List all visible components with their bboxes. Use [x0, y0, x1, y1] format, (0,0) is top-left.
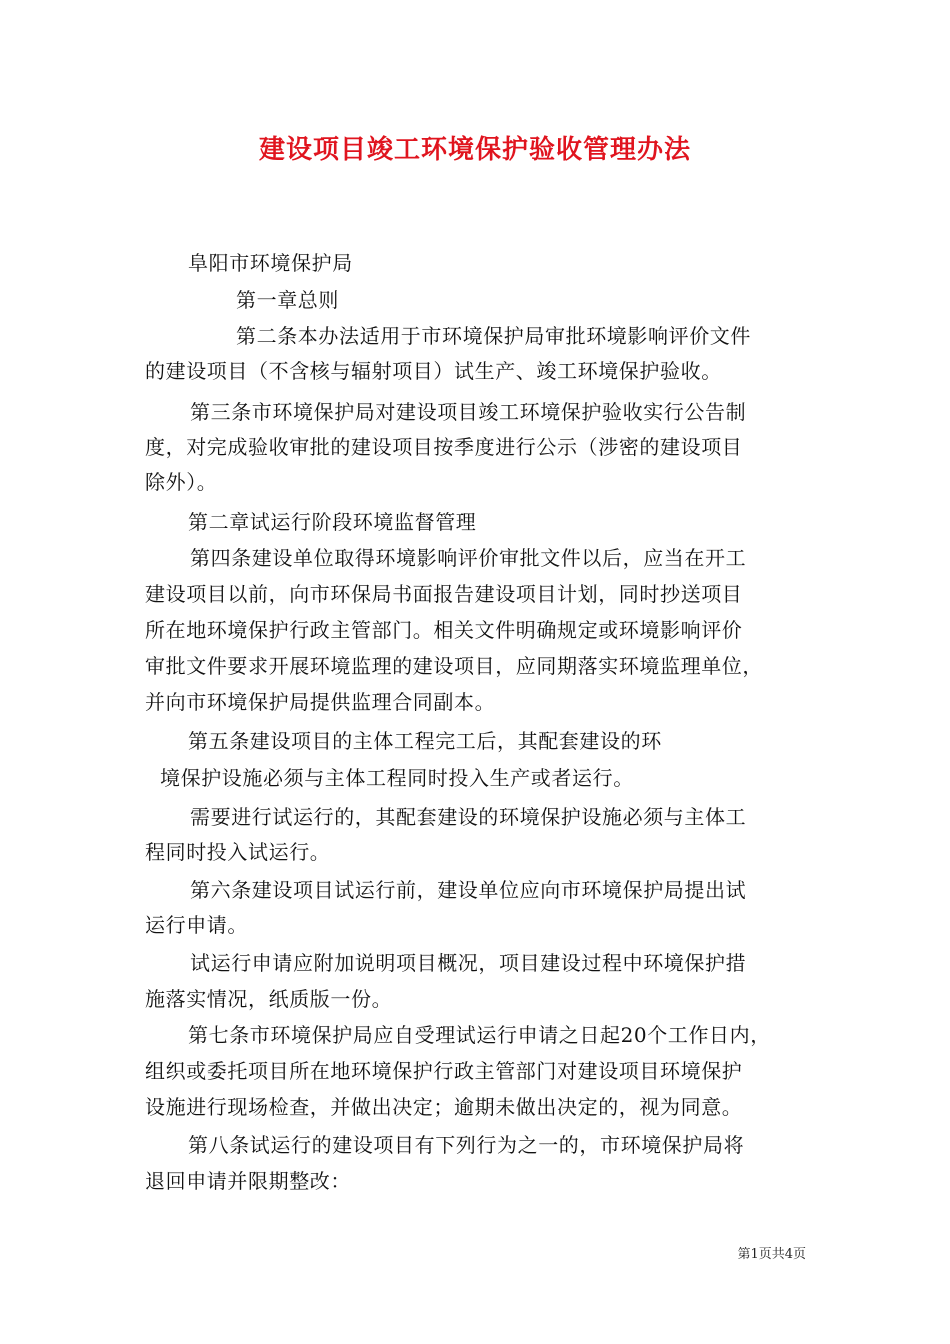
paragraph-line: 第四条建设单位取得环境影响评价审批文件以后，应当在开工	[190, 546, 747, 570]
paragraph-line: 组织或委托项目所在地环境保护行政主管部门对建设项目环境保护	[145, 1059, 743, 1083]
paragraph-line: 第八条试运行的建设项目有下列行为之一的，市环境保护局将	[188, 1133, 745, 1157]
paragraph-line: 需要进行试运行的，其配套建设的环境保护设施必须与主体工	[190, 805, 747, 829]
paragraph-line: 审批文件要求开展环境监理的建设项目，应同期落实环境监理单位，	[145, 654, 763, 678]
paragraph-line: 第二条本办法适用于市环境保护局审批环境影响评价文件	[236, 324, 751, 348]
paragraph-line: 并向市环境保护局提供监理合同副本。	[145, 690, 496, 714]
paragraph-line: 运行申请。	[145, 913, 248, 937]
paragraph-line: 第六条建设项目试运行前，建设单位应向市环境保护局提出试	[190, 878, 747, 902]
paragraph-line: 第五条建设项目的主体工程完工后，其配套建设的环	[188, 729, 662, 753]
paragraph-line: 的建设项目（不含核与辐射项目）试生产、竣工环境保护验收。	[145, 359, 722, 383]
paragraph-line: 施落实情况，纸质版一份。	[145, 987, 393, 1011]
page-number: 第1页共4页	[737, 1247, 806, 1262]
paragraph-line: 境保护设施必须与主体工程同时投入生产或者运行。	[160, 766, 634, 790]
paragraph-line: 除外）。	[145, 470, 218, 494]
paragraph-line: 第七条市环境保护局应自受理试运行申请之日起20个工作日内，	[188, 1023, 771, 1047]
paragraph-line: 程同时投入试运行。	[145, 840, 331, 864]
paragraph-line: 所在地环境保护行政主管部门。相关文件明确规定或环境影响评价	[145, 618, 743, 642]
paragraph-line: 建设项目以前，向市环保局书面报告建设项目计划，同时抄送项目	[145, 582, 743, 606]
paragraph-line: 退回申请并限期整改：	[145, 1169, 351, 1193]
paragraph-line: 设施进行现场检查，并做出决定；逾期未做出决定的，视为同意。	[145, 1095, 743, 1119]
issuer-line: 阜阳市环境保护局	[188, 251, 353, 275]
chapter-heading: 第二章试运行阶段环境监督管理	[188, 510, 477, 534]
chapter-heading: 第一章总则	[236, 288, 339, 312]
document-title: 建设项目竣工环境保护验收管理办法	[258, 135, 691, 165]
paragraph-line: 试运行申请应附加说明项目概况，项目建设过程中环境保护措	[190, 951, 747, 975]
paragraph-line: 第三条市环境保护局对建设项目竣工环境保护验收实行公告制	[190, 400, 747, 424]
paragraph-line: 度，对完成验收审批的建设项目按季度进行公示（涉密的建设项目	[145, 435, 743, 459]
